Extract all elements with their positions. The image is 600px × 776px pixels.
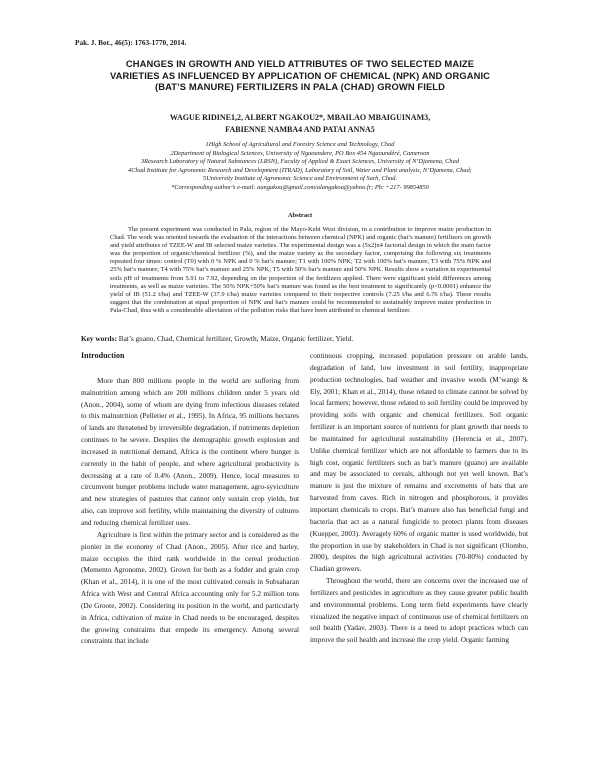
author-line: FABIENNE NAMBA4 AND PATAI ANNA5 [225, 125, 375, 134]
right-column [310, 350, 528, 646]
author-line: WAGUE RIDINE1,2, ALBERT NGAKOU2*, MBAILAO MBAIGUINAM3, [169, 113, 431, 122]
affiliations [70, 141, 530, 192]
corresponding-author: *Corresponding author’s e-mail: aangakou@gmail.com/alangakou@yahoo.fr; Ph: +217- 99854850 [171, 183, 429, 191]
paper-title [80, 58, 520, 93]
affiliation: 4Chad Institute for Agronomic Research and Development (ITRAD), Laboratory of Soil, Water and Plant analysis, N’Djamena, Chad; [128, 166, 472, 174]
affiliation: 1High School of Agricultural and Forestry Science and Technology, Chad [205, 141, 395, 148]
author-list [80, 112, 520, 136]
keywords-label: Key words: [81, 334, 117, 343]
left-column [81, 350, 299, 647]
abstract-paragraph: The present experiment was conducted in Pala, region of the Mayo-Kebi West division, in a contribution to improve maize production in Chad. The work was oriented towards the evaluation of the interactions between chemical (NPK) and organic (bat’s manure) fertilizers on growth and yield attributes of TZEE-W and IB selected maize varieties. The experimental design was a (5x2)x4 factorial design in which the main factor was the proportion of organic/chemical fertilizer (%), and the maize variety as the secondary factor, comprising the following six treatments repeated four times: control (T0) with 0 % NPK and 0 % bat’s manure; T1 with 100% NPK; T2 with 100% bat’s manure; T3 with 75% NPK and 25% bat’s manure; T4 with 75% bat’s manure and 25% NPK; T5 with 50% bat’s manure and 50% NPK. Results show a variation in experimental soils pH of treatments from 5.91 to 7.92, depending on the proportion of the fertilizers applied. There were significant yield differences among treatments, as well as maize varieties. The 50% NPK+50% bat’s manure was found as the best treatment to significantly (p<0.0001) enhance the yield of IB (51.2 t/ha) and TZEE-W (37.9 t/ha) maize varieties compared to their respective controls (7.25 t/ha and 6.76 t/ha). These results suggest that the combination at equal proportion of NPK and bat’s manure could be recommended to sustainably improve maize production in Pala-Chad, thus with a considerable alleviation of the pollution risks that have been attributed to chemical fertilizer. [110, 226, 491, 314]
title-line: CHANGES IN GROWTH AND YIELD ATTRIBUTES OF TWO SELECTED MAIZE [125, 58, 475, 69]
introduction-heading: Introduction [81, 351, 125, 360]
intro-paragraph-1: More than 800 millions people in the world are suffering from malnutrition among which are 200 millions children under 5 years old (Anon., 2004), some of whom are dying from infectious diseases related to this malnutrition (Pelletier et al., 1995). In Africa, 95 millions hectares of lands are threatened by irreversible degradation, if nutriments depletion continues to be severe. Despites the demographic growth explosion and increased in nutritional demand, Africa is the continent where hunger is currently in the habit of people, and where agricultural productivity is decreasing at a rate of 0.4% (Anon., 2009). Hence, local measures to circumvent hunger problems include water management, agro-syviculture and new strategies of pastures that cannot only sustain crop yields, but also, can improve soil fertility, while maintaining the diversity of cultures and reducing chemical fertilizer uses. [81, 375, 299, 527]
title-line: (BAT’S MANURE) FERTILIZERS IN PALA (CHAD) GROWN FIELD [155, 81, 445, 93]
affiliation: 5University Institute of Agronomic Science and Environment of Sarh, Chad. [203, 175, 397, 183]
intro-paragraph-2: Agriculture is first within the primary sector and is considered as the pionier in the economy of Chad (Anon., 2005). After rice and barley, maize occupies the third rank worldwide in the cereal production (Memento Agronome, 2002). Grown for both as a fodder and grain crop (Khan et al., 2014), it is one of the most cultivated cereals in Subsaharan Africa with West and Central Africa accounting only for 5.2 million tons (De Groote, 2002). Considering its position in the world, and particularly in Africa, cultivation of maize in Chad needs to be encouraged, despites the growing constraints that empede its emergency. Among several constraints that include [81, 529, 299, 646]
intro-paragraph-3: continuous cropping, increased population pressure on arable lands, degradation of land, low investment in soil fertility, inappropriate production technologies, bad weather and invasive weeds (M’wangi & Ely, 2001; Khan et al., 2014), those related to climate cannot be solved by local farmers; however, those related to soil fertility could be improved by providing soils with organic and chemical fertilizers. Soil organic fertilizer is an important source of nutrients for plant growth that needs to be maintained for agricultural sustainability (Herencia et al., 2007). Unlike chemical fertilizer which are not affordable to farmers due to its high cost, organic fertilizers such as bat’s manure (guano) are available and may be associated to cereals, although not yet well known. Bat’s manure is just the mixture of remains and excrements of bats that are harvested from caves. Rich in nitrogen and phosphorous, it provides important chemicals to crops. Bat’s manure also has beneficial fungi and bacteria that act as a natural fungicide to protect plants from diseases (Kuepper, 2003). Averagely 60% of organic matter is used worldwide, but the proportion in use by stakeholders in Chad is not significant (Olombo, 2000), despites the high agricultural activities (70-80%) conducted by Chadian growers. [310, 351, 528, 574]
affiliation: 3Research Laboratory of Natural Substances (LRSN), Faculty of Applied & Exact Sciences, University of N’Djamena, Chad [140, 158, 460, 166]
abstract-body [110, 226, 491, 315]
title-line: VARIETIES AS INFLUENCED BY APPLICATION OF CHEMICAL (NPK) AND ORGANIC [109, 69, 491, 81]
journal-citation: Pak. J. Bot., 46(5): 1763-1770, 2014. [75, 38, 187, 47]
keywords-text: Bat’s guano, Chad, Chemical fertilizer, Growth, Maize, Organic fertilizer, Yield. [118, 334, 354, 343]
abstract-heading: Abstract [287, 212, 313, 219]
affiliation: 2Department of Biological Sciences, University of Ngaoundere, PO Box 454 Ngaoundéré, Cameroon [170, 149, 430, 157]
intro-paragraph-4: Throughout the world, there are concerns over the increased use of fertilizers and pesticides in agriculture as they cause greater public health and environmental problems. Long term field experiments have clearly visualized the negative impact of continuous use of chemical fertilizers on soil health (Yadav, 2003). There is a need to adopt practices which can improve the soil health and increase the crop yield. Organic farming [310, 576, 528, 645]
keywords [81, 334, 521, 343]
